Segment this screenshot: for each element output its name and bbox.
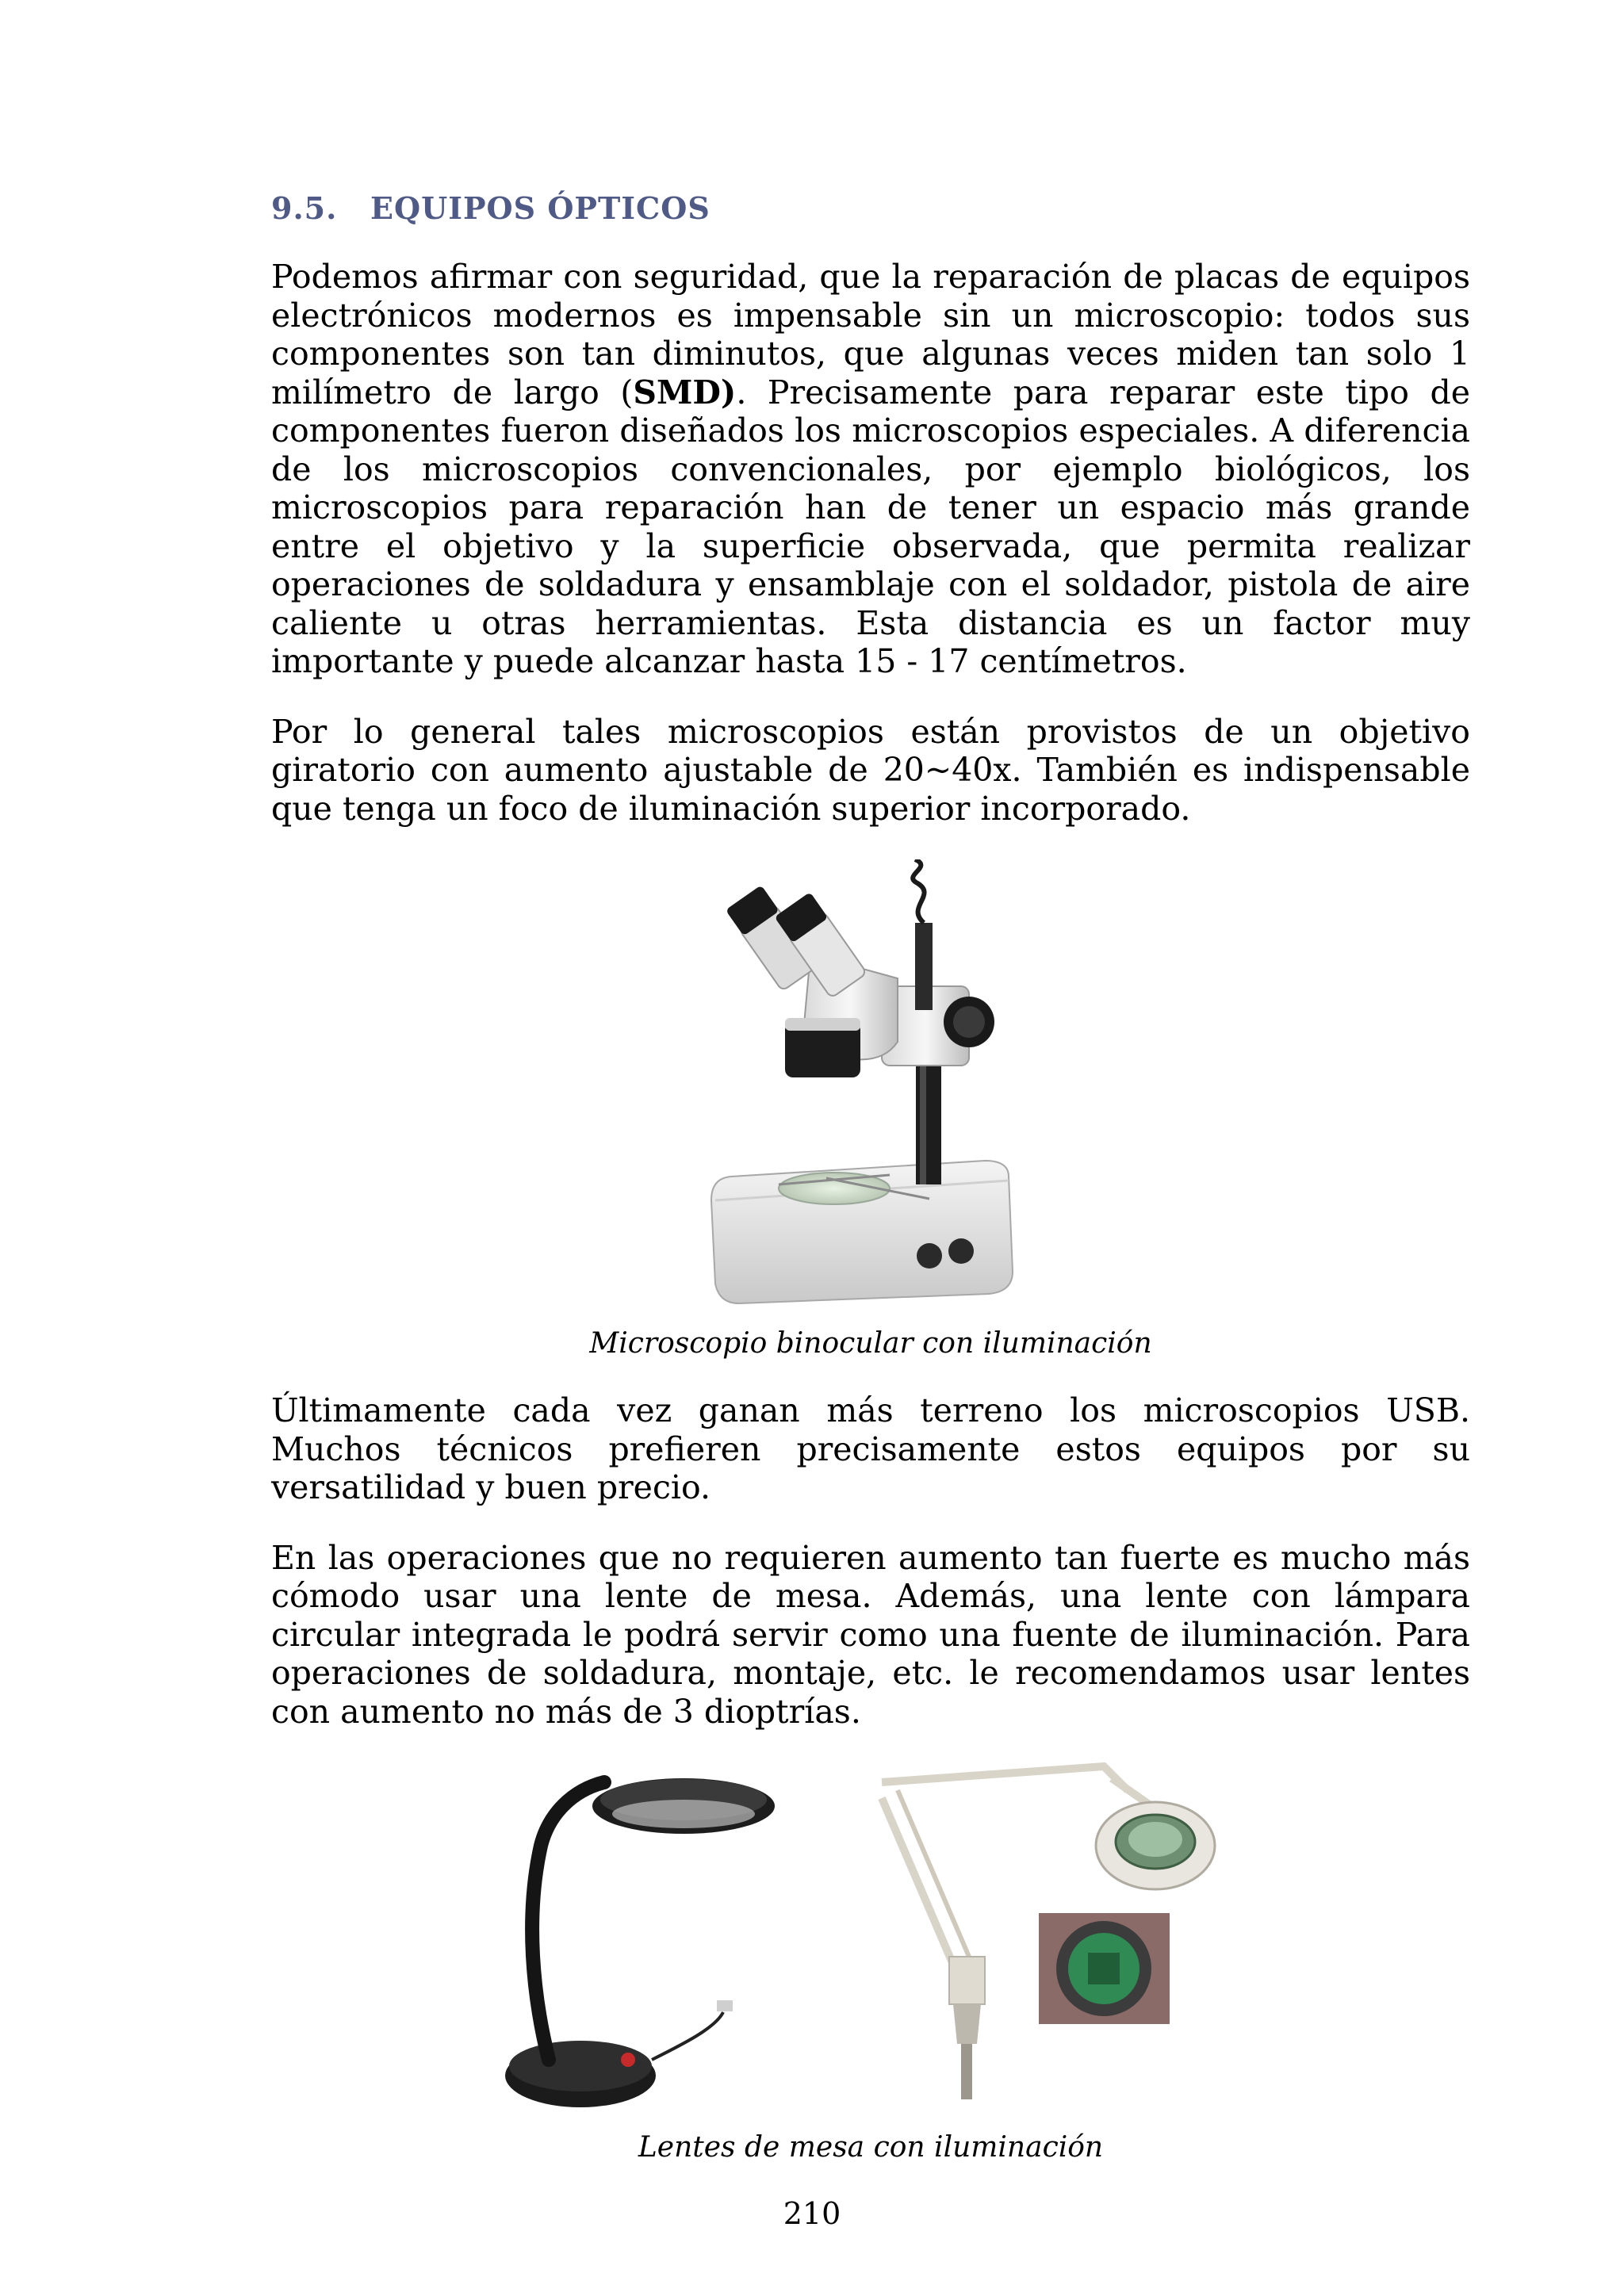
stereo-microscope-image bbox=[271, 859, 1470, 1327]
paragraph-table-lenses: En las operaciones que no requieren aumento tan fuerte es mucho más cómodo usar una lente de mesa. Además, una lente con lámpara circular integrada le podrá servir como una fuente de iluminación. Para operaciones de soldadura, montaje, etc. le recomendamos usar lentes con aumento no más de 3 dioptrías. bbox=[271, 1538, 1470, 1731]
section-number: 9.5. bbox=[271, 190, 338, 226]
paragraph-smd-intro bbox=[271, 258, 1470, 681]
paragraph-usb-microscopes: Últimamente cada vez ganan más terreno los microscopios USB. Muchos técnicos prefieren precisamente estos equipos por su versatilidad y buen precio. bbox=[271, 1391, 1470, 1506]
bold-term-smd: SMD) bbox=[633, 373, 737, 411]
figure-table-lenses bbox=[271, 1758, 1470, 2131]
gooseneck-lamp bbox=[505, 1778, 775, 2107]
figure-microscope bbox=[271, 859, 1470, 1327]
figure-caption: Microscopio binocular con iluminación bbox=[589, 1327, 1152, 1360]
paragraph-microscope-features: Por lo general tales microscopios están provistos de un objetivo giratorio con aumento ajustable de 20~40x. También es indispensable que tenga un foco de iluminación superior incorporado. bbox=[271, 712, 1470, 828]
page-content bbox=[271, 190, 1470, 2164]
section-heading bbox=[271, 190, 1470, 226]
table-lenses-image bbox=[271, 1758, 1470, 2131]
section-title: EQUIPOS ÓPTICOS bbox=[370, 190, 710, 226]
paragraph-text: Podemos afirmar con seguridad, que la reparación de placas de equipos electrónicos modernos es impensable sin un microscopio: todos sus componentes son tan diminutos, que algunas veces miden tan solo 1 milímetro de largo ( bbox=[271, 258, 1470, 411]
arm-magnifier-lamp bbox=[856, 1758, 1285, 2115]
paragraph-text: . Precisamente para reparar este tipo de componentes fueron diseñados los microscopios especiales. A diferencia de los microscopios convencionales, por ejemplo biológicos, los microscopios para reparación han de tener un espacio más grande entre el objetivo y la superficie observada, que permita realizar operaciones de soldadura y ensamblaje con el soldador, pistola de aire caliente u otras herramientas. Esta distancia es un factor muy importante y puede alcanzar hasta 15 - 17 centímetros. bbox=[271, 373, 1470, 680]
figure-caption: Lentes de mesa con iluminación bbox=[638, 2131, 1104, 2164]
page-number: 210 bbox=[783, 2196, 841, 2231]
